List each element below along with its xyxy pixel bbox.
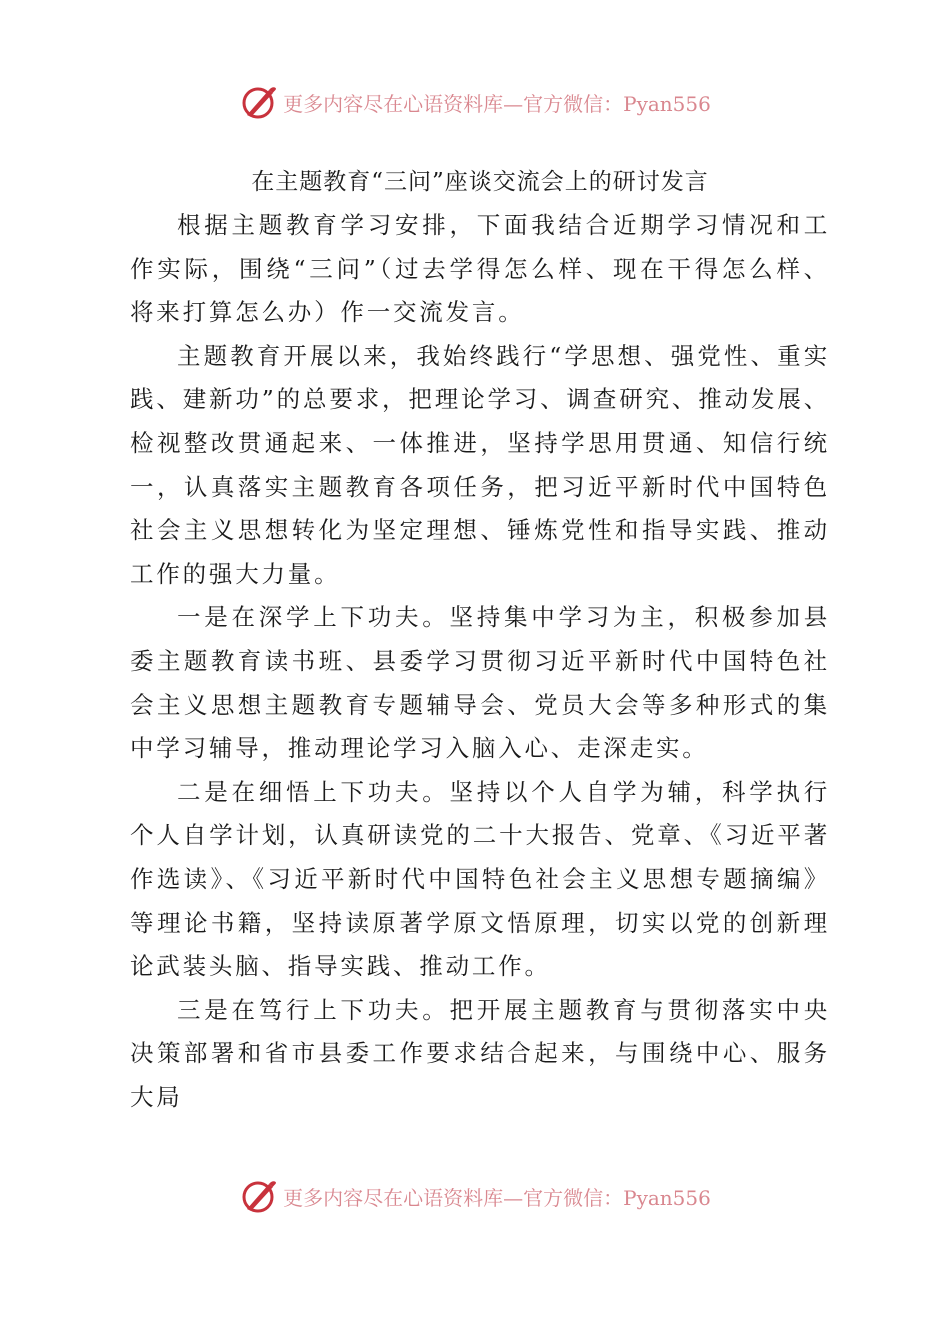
paragraph-1: 根据主题教育学习安排，下面我结合近期学习情况和工作实际，围绕“三问”（过去学得怎么样、现在干得怎么样、将来打算怎么办）作一交流发言。 xyxy=(130,211,830,327)
document-body xyxy=(130,160,830,1119)
paragraph-4: 二是在细悟上下功夫。坚持以个人自学为辅，科学执行个人自学计划，认真研读党的二十大报告、党章、《习近平著作选读》、《习近平新时代中国特色社会主义思想专题摘编》等理论书籍，坚持读原著学原文悟原理，切实以党的创新理论武装头脑、指导实践、推动工作。 xyxy=(130,777,830,981)
banner-text: 更多内容尽在心语资料库—官方微信：Pyan556 xyxy=(283,1185,711,1210)
header-banner xyxy=(0,82,950,122)
banner-text: 更多内容尽在心语资料库—官方微信：Pyan556 xyxy=(283,91,711,116)
footer-banner xyxy=(0,1176,950,1216)
quill-pen-circle-icon xyxy=(239,82,279,122)
paragraph-2: 主题教育开展以来，我始终践行“学思想、强党性、重实践、建新功”的总要求，把理论学习、调查研究、推动发展、检视整改贯通起来、一体推进，坚持学思用贯通、知信行统一，认真落实主题教育各项任务，把习近平新时代中国特色社会主义思想转化为坚定理想、锤炼党性和指导实践、推动工作的强大力量。 xyxy=(130,341,830,588)
paragraph-3: 一是在深学上下功夫。坚持集中学习为主，积极参加县委主题教育读书班、县委学习贯彻习近平新时代中国特色社会主义思想主题教育专题辅导会、党员大会等多种形式的集中学习辅导，推动理论学习入脑入心、走深走实。 xyxy=(130,603,830,763)
paragraph-5: 三是在笃行上下功夫。把开展主题教育与贯彻落实中央决策部署和省市县委工作要求结合起来，与围绕中心、服务大局 xyxy=(130,995,830,1111)
document-title: 在主题教育“三问”座谈交流会上的研讨发言 xyxy=(251,169,709,195)
quill-pen-circle-icon xyxy=(239,1176,279,1216)
